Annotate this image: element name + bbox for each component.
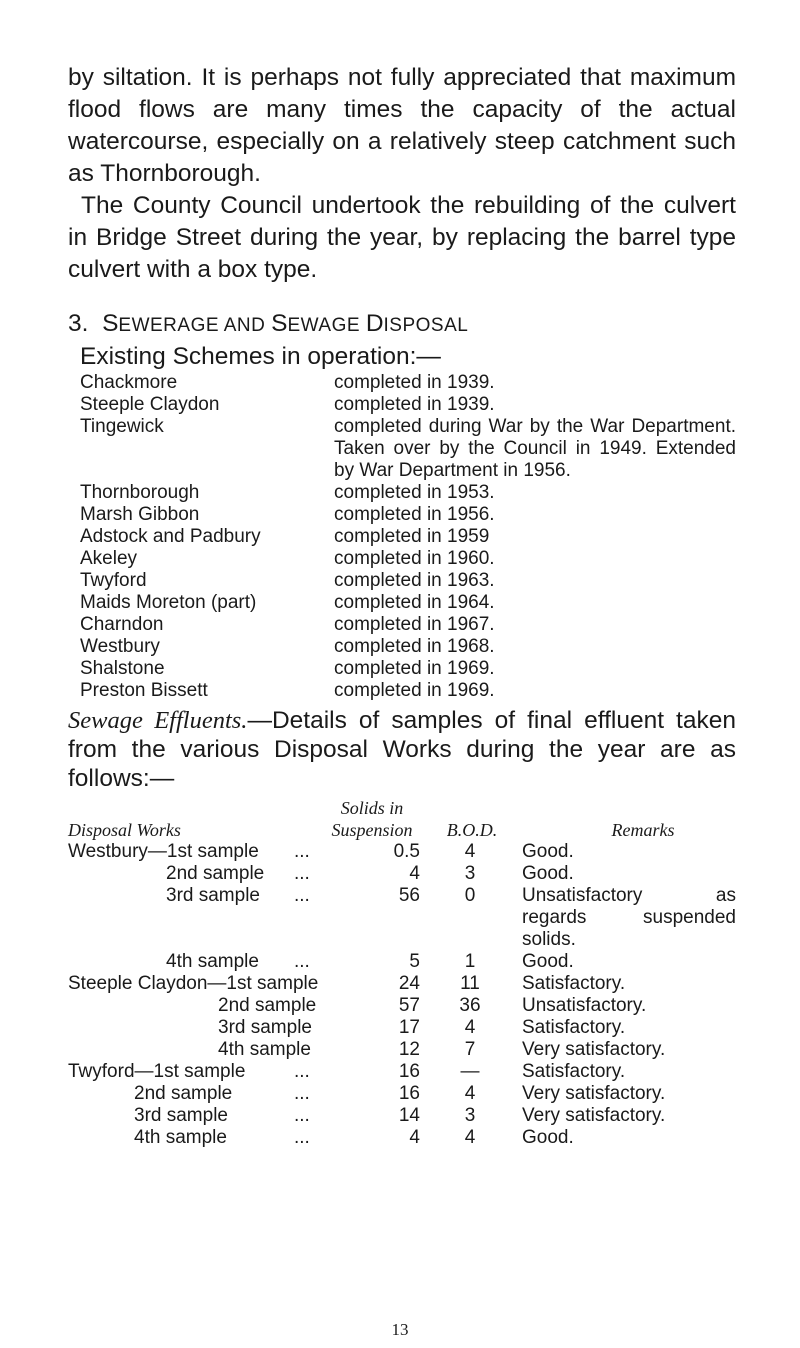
intro-paragraph-1: by siltation. It is perhaps not fully appreciated that maximum flood flows are many times the capacity of the actual watercourse, especially on a relatively steep catchment such as Thornborough. (68, 64, 736, 187)
header-remarks: Remarks (611, 820, 675, 840)
table-row: 2nd sample ... 4 3 Good. (166, 863, 574, 884)
scheme-row: Akeley completed in 1960. (80, 548, 495, 569)
scheme-row: Charndon completed in 1967. (80, 614, 495, 635)
scheme-row: Shalstone completed in 1969. (80, 658, 495, 679)
scheme-row: Chackmore completed in 1939. (80, 372, 495, 393)
effluents-lead: Sewage Effluents. (68, 707, 248, 734)
section-heading (68, 308, 736, 342)
section-title: SEWERAGE AND SEWAGE DISPOSAL (102, 310, 469, 337)
table-row: 4th sample ... 5 1 Good. (166, 951, 574, 972)
table-row: 4th sample 12 7 Very satisfactory. (218, 1039, 666, 1060)
header-bod: B.O.D. (446, 820, 498, 840)
scheme-row: Maids Moreton (part) completed in 1964. (80, 592, 495, 613)
table-header (68, 795, 736, 841)
table-row: 3rd sample ... 14 3 Very satisfactory. (134, 1105, 666, 1126)
schemes-subheading: Existing Schemes in operation:— (80, 343, 441, 370)
intro-paragraph-2: The County Council undertook the rebuilding of the culvert in Bridge Street during the year, by replacing the barrel type culvert with a box type. (68, 192, 736, 283)
table-row: 4th sample ... 4 4 Good. (134, 1127, 574, 1148)
table-row: Westbury—1st sample ... 0.5 4 Good. (68, 841, 574, 862)
table-row: 3rd sample 17 4 Satisfactory. (218, 1017, 626, 1038)
scheme-row: Preston Bissett completed in 1969. (80, 680, 495, 701)
schemes-list (80, 372, 736, 702)
table-row: 2nd sample 57 36 Unsatisfactory. (218, 995, 647, 1016)
scheme-row: Steeple Claydon completed in 1939. (80, 394, 495, 415)
effluents-table (68, 795, 736, 1149)
table-row: Steeple Claydon—1st sample 24 11 Satisfactory. (68, 973, 626, 994)
page-number: 13 (391, 1320, 409, 1339)
header-disposal-works: Disposal Works (68, 820, 181, 840)
table-row: 3rd sample ... 56 0 Unsatisfactory as regards suspended solids. (166, 885, 736, 950)
effluents-text: —Details of samples of final effluent taken from the various Disposal Works during the year are as follows:— (68, 707, 736, 792)
section-number: 3. (68, 310, 89, 337)
table-row: Twyford—1st sample ... 16 — Satisfactory. (68, 1061, 626, 1082)
document-page (68, 62, 736, 1149)
scheme-row: Adstock and Padbury completed in 1959 (80, 526, 490, 547)
scheme-row: Tingewick completed during War by the War Department. Taken over by the Council in 1949. Extended by War Department in 1956. (80, 416, 736, 481)
scheme-row: Twyford completed in 1963. (80, 570, 495, 591)
effluents-paragraph (68, 706, 736, 793)
header-solids-line2: Suspension (331, 820, 413, 840)
table-row: 2nd sample ... 16 4 Very satisfactory. (134, 1083, 666, 1104)
scheme-row: Thornborough completed in 1953. (80, 482, 495, 503)
header-solids-line1: Solids in (340, 798, 404, 818)
scheme-row: Marsh Gibbon completed in 1956. (80, 504, 495, 525)
scheme-row: Westbury completed in 1968. (80, 636, 495, 657)
